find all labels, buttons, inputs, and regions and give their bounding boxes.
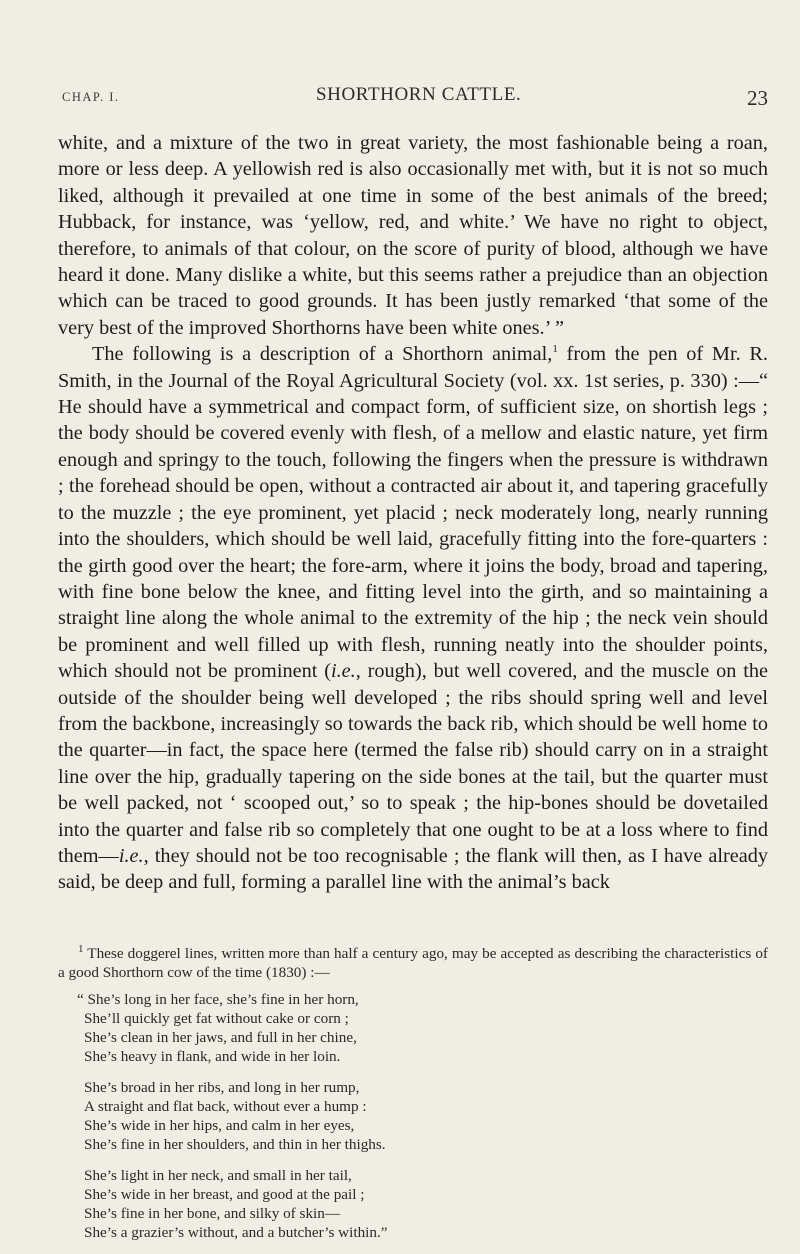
paragraph-text: , rough), but well covered, and the muscle on the outside of the shoulder being well developed ; the ribs should spring well and level from the backbone, increasingly so towards the back rib, which should be well home to the quarter—in fact, the space here (termed the false rib) should carry on in a straight line over the hip, gradually tapering on the side bones at the tail, but the quarter must be well packed, not ‘ scooped out,’ so to speak ; the hip-bones should be dovetailed into the quarter and false rib so completely that one ought to be at a loss where to find them— bbox=[58, 660, 768, 867]
verse-line: She’ll quickly get fat without cake or corn ; bbox=[84, 1010, 349, 1027]
verse-line: A straight and flat back, without ever a hump : bbox=[84, 1098, 367, 1115]
body-text bbox=[58, 130, 768, 896]
chapter-label: CHAP. I. bbox=[62, 90, 120, 104]
verse-line: She’s clean in her jaws, and full in her chine, bbox=[84, 1029, 357, 1046]
verse-line: “ She’s long in her face, she’s fine in her horn, bbox=[77, 991, 359, 1008]
stanza bbox=[84, 1078, 768, 1154]
verse-line: She’s heavy in flank, and wide in her loin. bbox=[84, 1048, 341, 1065]
footnote-reference: 1 bbox=[552, 343, 558, 356]
footnote-text bbox=[58, 944, 768, 982]
running-title: SHORTHORN CATTLE. bbox=[316, 84, 522, 105]
book-page bbox=[58, 0, 769, 1241]
verse-line: She’s wide in her breast, and good at the pail ; bbox=[84, 1186, 365, 1203]
verse-line: She’s broad in her ribs, and long in her rump, bbox=[84, 1079, 360, 1096]
verse-line: She’s light in her neck, and small in her tail, bbox=[84, 1167, 352, 1184]
footnote-body: These doggerel lines, written more than half a century ago, may be accepted as describing the characteristics of a good Shorthorn cow of the time (1830) :— bbox=[58, 945, 768, 981]
verse-line: She’s wide in her hips, and calm in her eyes, bbox=[84, 1117, 355, 1134]
page-number: 23 bbox=[747, 86, 768, 110]
paragraph-text: The following is a description of a Shorthorn animal, bbox=[92, 343, 553, 366]
abbreviation-italic: i.e. bbox=[118, 844, 144, 867]
paragraph-continued: white, and a mixture of the two in great variety, the most fashionable being a roan, more or less deep. A yellowish red is also occasionally met with, but it is not so much liked, although it prevailed at one time in some of the best animals of the breed; Hubback, for instance, was ‘yellow, red, and white.’ We have no right to object, therefore, to animals of that colour, on the score of purity of blood, although we have heard it done. Many dislike a white, but this seems rather a prejudice than an objection which can be traced to good grounds. It has been justly remarked ‘that some of the very best of the improved Shorthorns have been white ones.’ ” bbox=[58, 132, 768, 339]
running-head bbox=[58, 84, 768, 108]
verse bbox=[77, 990, 768, 1242]
paragraph-text: from the pen of Mr. R. Smith, in the Journal of the Royal Agricultural Society (vol. xx. 1st series, p. 330) :—“ He should have a symmetrical and compact form, of sufficient size, on shortish legs ; the body should be covered evenly with flesh, of a mellow and elastic nature, yet firm enough and springy to the touch, following the fingers when the pressure is withdrawn ; the forehead should be open, without a contracted air about it, and tapering gracefully to the muzzle ; the eye prominent, yet placid ; neck moderately long, nearly running into the shoulders, which should be well laid, gracefully fitting into the fore-quarters : the girth good over the heart; the fore-arm, where it joins the body, broad and tapering, with fine bone below the knee, and fitting level into the girth, and so maintaining a straight line along the whole animal to the extremity of the hip ; the neck vein should be prominent and well filled up with flesh, running neatly into the shoulder points, which should not be prominent ( bbox=[58, 343, 769, 683]
paragraph-text: , they should not be too recognisable ; the flank will then, as I have already said, be deep and full, forming a parallel line with the animal’s back bbox=[58, 844, 768, 894]
verse-line: She’s fine in her shoulders, and thin in her thighs. bbox=[84, 1136, 386, 1153]
footnote-marker: 1 bbox=[78, 942, 84, 955]
footnote bbox=[58, 944, 768, 1254]
verse-line: She’s a grazier’s without, and a butcher’s within.” bbox=[84, 1224, 388, 1241]
stanza bbox=[77, 990, 768, 1066]
paragraph-description bbox=[58, 341, 768, 896]
verse-line: She’s fine in her bone, and silky of skin— bbox=[84, 1205, 341, 1222]
abbreviation-italic: i.e. bbox=[330, 660, 356, 683]
